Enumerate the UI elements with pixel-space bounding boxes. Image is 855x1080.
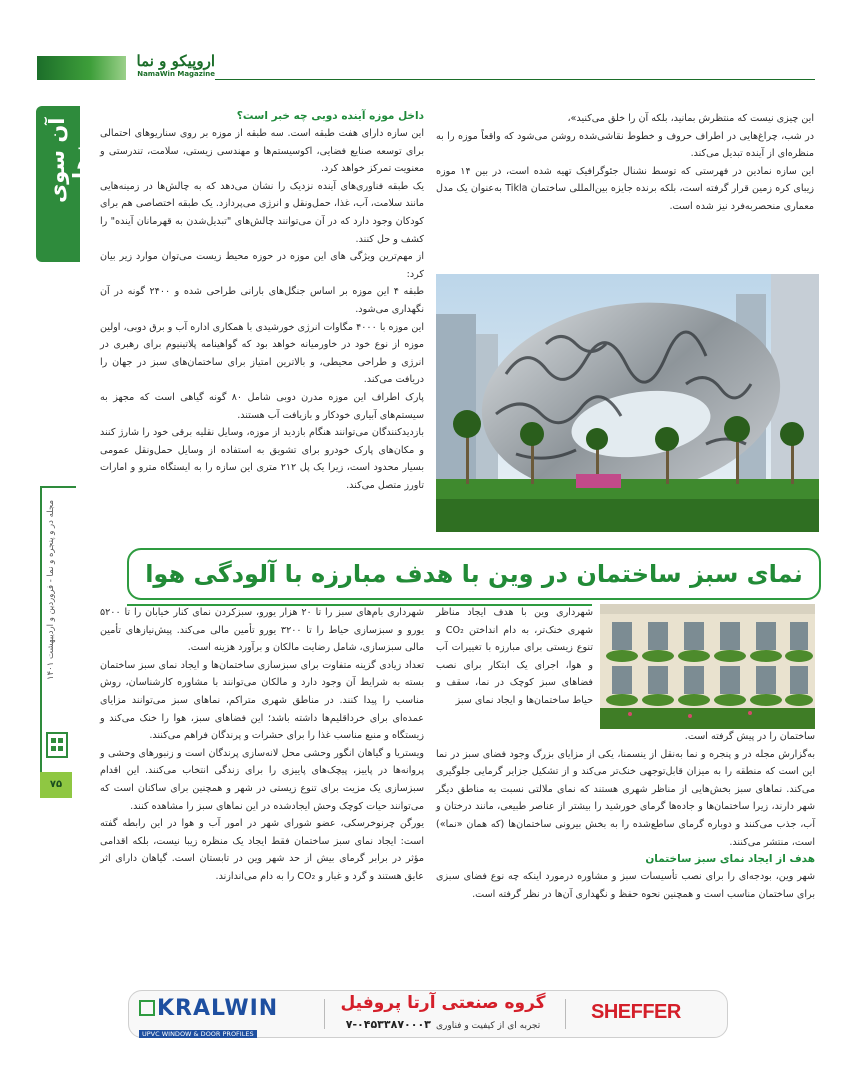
paragraph: ساختمان را در پیش گرفته است.: [684, 731, 815, 742]
museum-photo: [436, 274, 819, 532]
paragraph: طبقه ۴ این موزه بر اساس جنگل‌های بارانی طراحی شده و ۲۴۰۰ گونه در آن نگهداری می‌شود.: [100, 286, 425, 315]
paragraph: به‌گزارش مجله در و پنجره و نما به‌نقل از ینسمنا، یکی از مزایای بزرگ وجود فضای سبز در نما این است که منطقه را به میزان قابل‌توجهی خنک‌تر می‌کند و از تشکیل جزایر گرمایی جلوگیری می‌کند. نماهای سبز بخش‌هایی از مناظر شهری هستند که نمای ملالتی نسبت به مناطق دیگر شهر دارند، زیرا ساختمان‌ها و جاده‌ها گرمای خورشید را بیشتر از عناصر طبیعی، مانند درختان و آب، جذب می‌کنند و دوباره گرمای ساطع‌شده را به بخش بیرونی ساختمان‌ها (که همان «نما») است، منتشر می‌کنند.: [436, 748, 815, 848]
side-bracket: [40, 486, 76, 488]
advertisement-banner[interactable]: [128, 990, 728, 1038]
paragraph: بازدیدکنندگان می‌توانند هنگام بازدید از موزه، وسایل نقلیه برقی خود را شارژ کنند و مکان‌های پارک خودرو برای تشویق به استفاده از وسایل حمل‌ونقل عمومی بسیار محدود است، زیرا یک پل ۲۱۲ متری این سازه را به ایستگاه مترو و امارات تاورز متصل می‌کند.: [100, 427, 424, 491]
ad-divider: [565, 999, 566, 1029]
article2-right-column-top: [436, 604, 593, 710]
article2-right-intro: [600, 600, 601, 601]
article1-left-column: [100, 108, 424, 494]
paragraph: این سازه نمادین در فهرستی که توسط نشنال جئوگرافیک تهیه شده است، در بین ۱۴ موزه زیبای کره زمین قرار گرفته است، بلکه برنده جایزه بین‌المللی ساختمان Tikla به‌عنوان یک مدل معماری منحصربه‌فرد نیز شده است.: [436, 165, 814, 212]
page-number: ۷۵: [49, 779, 63, 790]
sheffer-logo: [591, 1001, 691, 1029]
ad-title: گروه صنعتی آرتا پروفیل: [340, 993, 546, 1013]
paragraph: این چیزی نیست که منتظرش بمانید، بلکه آن را خلق می‌کنید»،: [567, 113, 814, 124]
paragraph: یک طبقه فناوری‌های آینده نزدیک را نشان می‌دهد که به چالش‌ها در زمینه‌هایی مانند سلامت، آب، غذا، حمل‌ونقل و انرژی می‌پردازد. یک طبقه اختصاصی هم برای کودکان وجود دارد که در آن می‌توانند چالش‌های "تبدیل‌شدن به قهرمانان آینده" را کشف و حل کنند.: [100, 180, 424, 245]
headline-frame: [127, 548, 821, 600]
ad-phone: ۰۴۵۳۳۸۷۰۰۰۳-۷: [345, 1018, 431, 1031]
kralwin-logo: [139, 996, 319, 1038]
article2-right-column: [436, 728, 815, 903]
side-icon: [46, 732, 68, 758]
ad-subtitle: تجربه ای از کیفیت و فناوری: [435, 1021, 541, 1031]
section-heading: هدف از ایجاد نمای سبز ساختمان: [645, 853, 815, 866]
paragraph: ویستریا و گیاهان انگور وحشی محل لانه‌سازی پرندگان است و زنبورهای وحشی و پروانه‌ها در پاییز، پیچک‌های پاییزی را برای زندگی انتخاب می‌کنند. این اقدام سبزسازی یک مزیت برای تنوع زیستی در شهر و همچنین برای ساکنان است که می‌توانند حیات کوچک وحش ایجادشده در این نماهای سبز را مشاهده کنند.: [100, 747, 424, 812]
vienna-photo: [600, 604, 815, 729]
logo-subtext: NamaWin Magazine: [137, 70, 215, 78]
green-facade-illustration: [600, 604, 815, 729]
ad-text: [329, 993, 557, 1032]
headline: نمای سبز ساختمان در وین با هدف مبارزه با آلودگی هوا: [145, 560, 803, 588]
section-heading: داخل موزه آینده دوبی چه خبر است؟: [236, 110, 424, 122]
page-number-badge: [40, 772, 72, 798]
section-title: آن سوی مرزها: [45, 118, 93, 204]
paragraph: شهرداری وین با هدف ایجاد مناظر شهری خنک‌تر، به دام انداختن CO₂ و تنوع زیستی برای مبارزه با تغییرات آب و هوا، اجرای یک ابتکار برای نصب فضاهای سبز کوچک در نما، سقف و حیاط ساختمان‌ها و ایجاد نمای سبز: [436, 607, 593, 706]
kralwin-text: KRALWIN: [157, 996, 279, 1021]
ad-divider: [324, 999, 325, 1029]
museum-illustration: [436, 274, 819, 532]
paragraph: این سازه دارای هفت طبقه است. سه طبقه از موزه بر روی سناریوهای احتمالی برای توسعه صنایع فضایی، اکوسیستم‌ها و مهندسی زیستی، سلامت، تندرستی و معنویت تمرکز خواهد کرد.: [100, 128, 424, 175]
header-divider: [215, 79, 815, 80]
article2-left-column: [100, 604, 424, 886]
sheffer-text: SHEFFER: [591, 1001, 681, 1023]
paragraph: شهر وین، بودجه‌ای را برای نصب تأسیسات سبز و مشاوره درمورد اینکه چه نوع فضای سبزی برای ساختمان مناسب است و همچنین نحوه حفظ و نگهداری آن‌ها در نظر گرفته است.: [436, 871, 815, 900]
paragraph: پارک اطراف این موزه مدرن دوبی شامل ۸۰ گونه گیاهی است که مجهز به سیستم‌های آبیاری خودکار و بازیافت آب هستند.: [100, 391, 424, 421]
kralwin-subtext: UPVC WINDOW & DOOR PROFILES: [139, 1030, 257, 1038]
section-tab: [36, 106, 93, 262]
window-icon: [139, 1000, 155, 1016]
side-bracket-line: [40, 486, 42, 786]
issue-line: مجله در و پنجره و نما - فروردین و اردیبهشت ۱۴۰۱: [46, 500, 56, 681]
header-logo: [130, 52, 215, 86]
header-green-bar: [37, 56, 126, 80]
paragraph: یورگن چرنوخرسکی، عضو شورای شهر در امور آب و هوا در این رابطه گفته است: ایجاد نمای سبز ساختمان فقط ایجاد یک منظره زیبا نیست، بلکه اقدامی مؤثر در برابر گرمای بیش از حد شهر وین در تابستان است. گیاهان دارای اثر عایق هستند و گرد و غبار و CO₂ را به دام می‌اندازند.: [100, 818, 424, 882]
paragraph: تعداد زیادی گزینه متفاوت برای سبزسازی ساختمان‌ها و ایجاد نمای سبز ساختمان بسته به شرایط آن وجود دارد و مالکان می‌توانند با مشاوره کارشناسان، روش مناسب را پیدا کنند. در مناطق شهری متراکم، نماهای سبز می‌توانند مزایای عمده‌ای برای خرداقلیم‌ها داشته باشد؛ این فضاهای سبز، هوا را خنک می‌کند و زیستگاه و منبع مناسب غذا را برای حشرات و پرندگان فراهم می‌کنند.: [100, 659, 424, 742]
paragraph: این موزه با ۴۰۰۰ مگاوات انرژی خورشیدی با همکاری اداره آب و برق دوبی، اولین موزه از نوع خود در خاورمیانه خواهد بود که گواهینامه پلاتینیوم برای رهبری در انرژی و طراحی محیطی، و بالاترین امتیاز برای ساختمان‌های سبز در جهان را دریافت می‌کند.: [100, 321, 424, 386]
logo-text: اروپیکو و نما: [136, 52, 215, 70]
paragraph: شهرداری بام‌های سبز را تا ۲۰ هزار یورو، سبزکردن نمای کنار خیابان را تا ۵۲۰۰ یورو و سبزسازی حیاط را تا ۳۲۰۰ یورو تأمین مالی می‌کند. پیش‌نیازهای تأمین مالی سبزسازی، شامل رضایت مالکان و برآورد هزینه است.: [100, 607, 425, 654]
paragraph: از مهم‌ترین ویژگی های این موزه در حوزه محیط زیست می‌توان موارد زیر بیان کرد:: [100, 251, 424, 280]
article1-right-column: [436, 110, 814, 216]
paragraph: در شب، چراغ‌هایی در اطراف حروف و خطوط نقاشی‌شده روشن می‌شود که واقعاً موزه را به منظره‌ای از آینده تبدیل می‌کند.: [436, 130, 814, 160]
